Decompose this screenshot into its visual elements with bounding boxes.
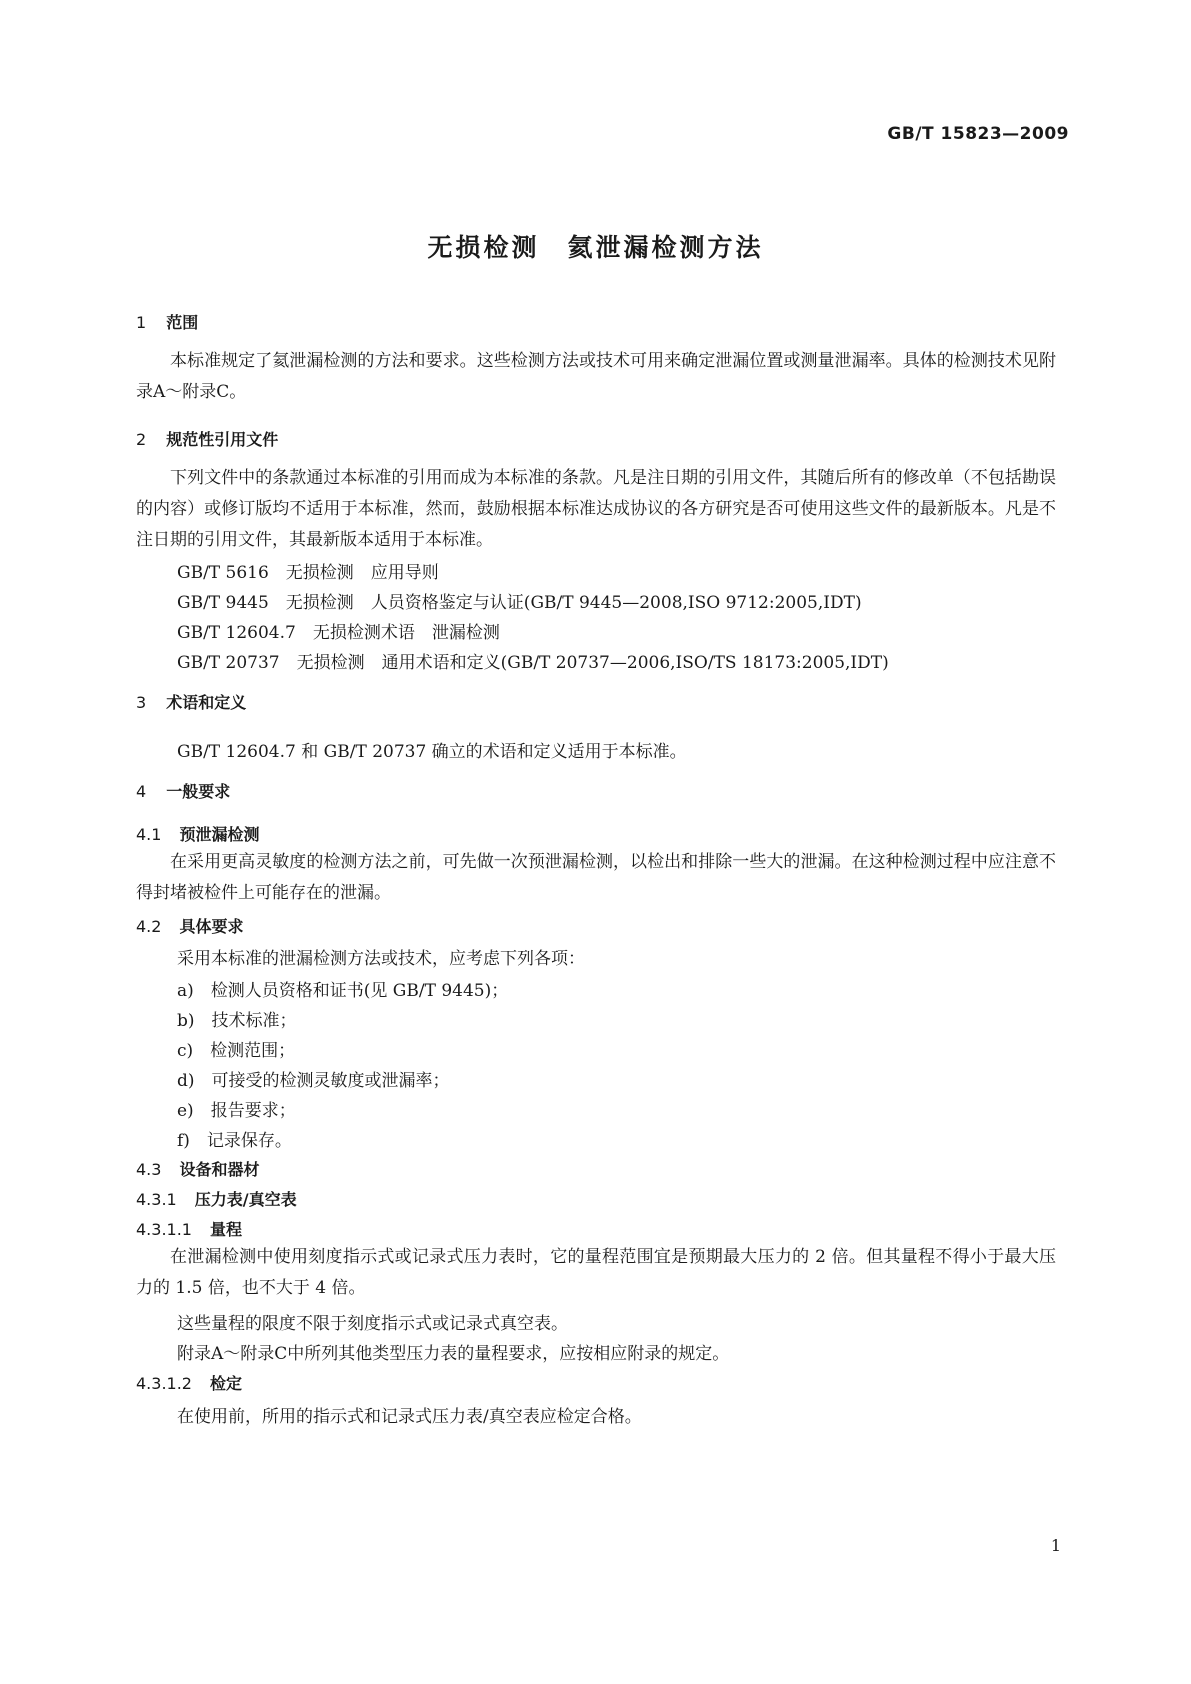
section-title: 设备和器材 [179, 1160, 260, 1179]
section-number: 4.3.1.2 [136, 1374, 192, 1393]
section-4-3-1-2-paragraph: 在使用前，所用的指示式和记录式压力表/真空表应检定合格。 [177, 1407, 642, 1427]
section-4-1-heading [136, 822, 259, 845]
section-title: 术语和定义 [166, 693, 247, 712]
section-3-paragraph: GB/T 12604.7 和 GB/T 20737 确立的术语和定义适用于本标准。 [177, 742, 687, 762]
list-item: d) 可接受的检测灵敏度或泄漏率； [177, 1071, 450, 1091]
reference-item: GB/T 5616 无损检测 应用导则 [177, 563, 439, 583]
section-title: 量程 [209, 1220, 242, 1239]
section-number: 4.2 [136, 917, 162, 936]
section-2-paragraph: 下列文件中的条款通过本标准的引用而成为本标准的条款。凡是注日期的引用文件，其随后所有的修改单（不包括勘误的内容）或修订版均不适用于本标准，然而，鼓励根据本标准达成协议的各方研究是否可使用这些文件的最新版本。凡是不注日期的引用文件，其最新版本适用于本标准。 [136, 468, 1056, 550]
section-title: 具体要求 [179, 917, 244, 936]
reference-item: GB/T 9445 无损检测 人员资格鉴定与认证(GB/T 9445—2008,ISO 9712:2005,IDT) [177, 593, 862, 613]
list-item: b) 技术标准； [177, 1011, 297, 1031]
section-4-3-1-1-heading [136, 1217, 242, 1240]
document-title: 无损检测 氦泄漏检测方法 [427, 233, 764, 262]
section-3-heading [136, 690, 246, 713]
section-4-3-heading [136, 1157, 259, 1180]
section-number: 4.3.1 [136, 1190, 177, 1209]
reference-item: GB/T 20737 无损检测 通用术语和定义(GB/T 20737—2006,ISO/TS 18173:2005,IDT) [177, 653, 889, 673]
section-4-2-intro: 采用本标准的泄漏检测方法或技术，应考虑下列各项： [177, 949, 585, 969]
section-4-3-1-1-paragraph: 在泄漏检测中使用刻度指示式或记录式压力表时，它的量程范围宜是预期最大压力的 2 倍。但其量程不得小于最大压力的 1.5 倍，也不大于 4 倍。 [136, 1247, 1056, 1298]
section-title: 预泄漏检测 [179, 825, 260, 844]
list-item: e) 报告要求； [177, 1101, 296, 1121]
section-title: 检定 [209, 1374, 242, 1393]
section-number: 4.3.1.1 [136, 1220, 192, 1239]
section-4-3-1-1-line: 这些量程的限度不限于刻度指示式或记录式真空表。 [177, 1314, 568, 1334]
section-title: 压力表/真空表 [194, 1190, 297, 1209]
section-4-3-1-2-heading [136, 1371, 242, 1394]
section-1-heading [136, 310, 198, 333]
list-item: f) 记录保存。 [177, 1131, 292, 1151]
list-item: c) 检测范围； [177, 1041, 296, 1061]
section-title: 一般要求 [166, 782, 231, 801]
section-number: 2 [136, 430, 147, 449]
section-1-paragraph: 本标准规定了氦泄漏检测的方法和要求。这些检测方法或技术可用来确定泄漏位置或测量泄漏率。具体的检测技术见附录A～附录C。 [136, 351, 1056, 402]
reference-item: GB/T 12604.7 无损检测术语 泄漏检测 [177, 623, 500, 643]
section-number: 4 [136, 782, 147, 801]
standard-number: GB/T 15823—2009 [887, 124, 1069, 144]
section-4-heading [136, 779, 230, 802]
section-4-2-heading [136, 914, 243, 937]
list-item: a) 检测人员资格和证书(见 GB/T 9445)； [177, 981, 509, 1001]
section-number: 3 [136, 693, 147, 712]
section-title: 规范性引用文件 [166, 430, 279, 449]
section-4-3-1-heading [136, 1187, 297, 1210]
section-4-1-paragraph: 在采用更高灵敏度的检测方法之前，可先做一次预泄漏检测，以检出和排除一些大的泄漏。在这种检测过程中应注意不得封堵被检件上可能存在的泄漏。 [136, 852, 1056, 903]
section-number: 4.1 [136, 825, 162, 844]
section-title: 范围 [166, 313, 199, 332]
section-2-heading [136, 427, 278, 450]
section-number: 1 [136, 313, 147, 332]
section-4-3-1-1-line: 附录A～附录C中所列其他类型压力表的量程要求，应按相应附录的规定。 [177, 1344, 730, 1364]
section-number: 4.3 [136, 1160, 162, 1179]
page-number: 1 [1050, 1536, 1061, 1555]
